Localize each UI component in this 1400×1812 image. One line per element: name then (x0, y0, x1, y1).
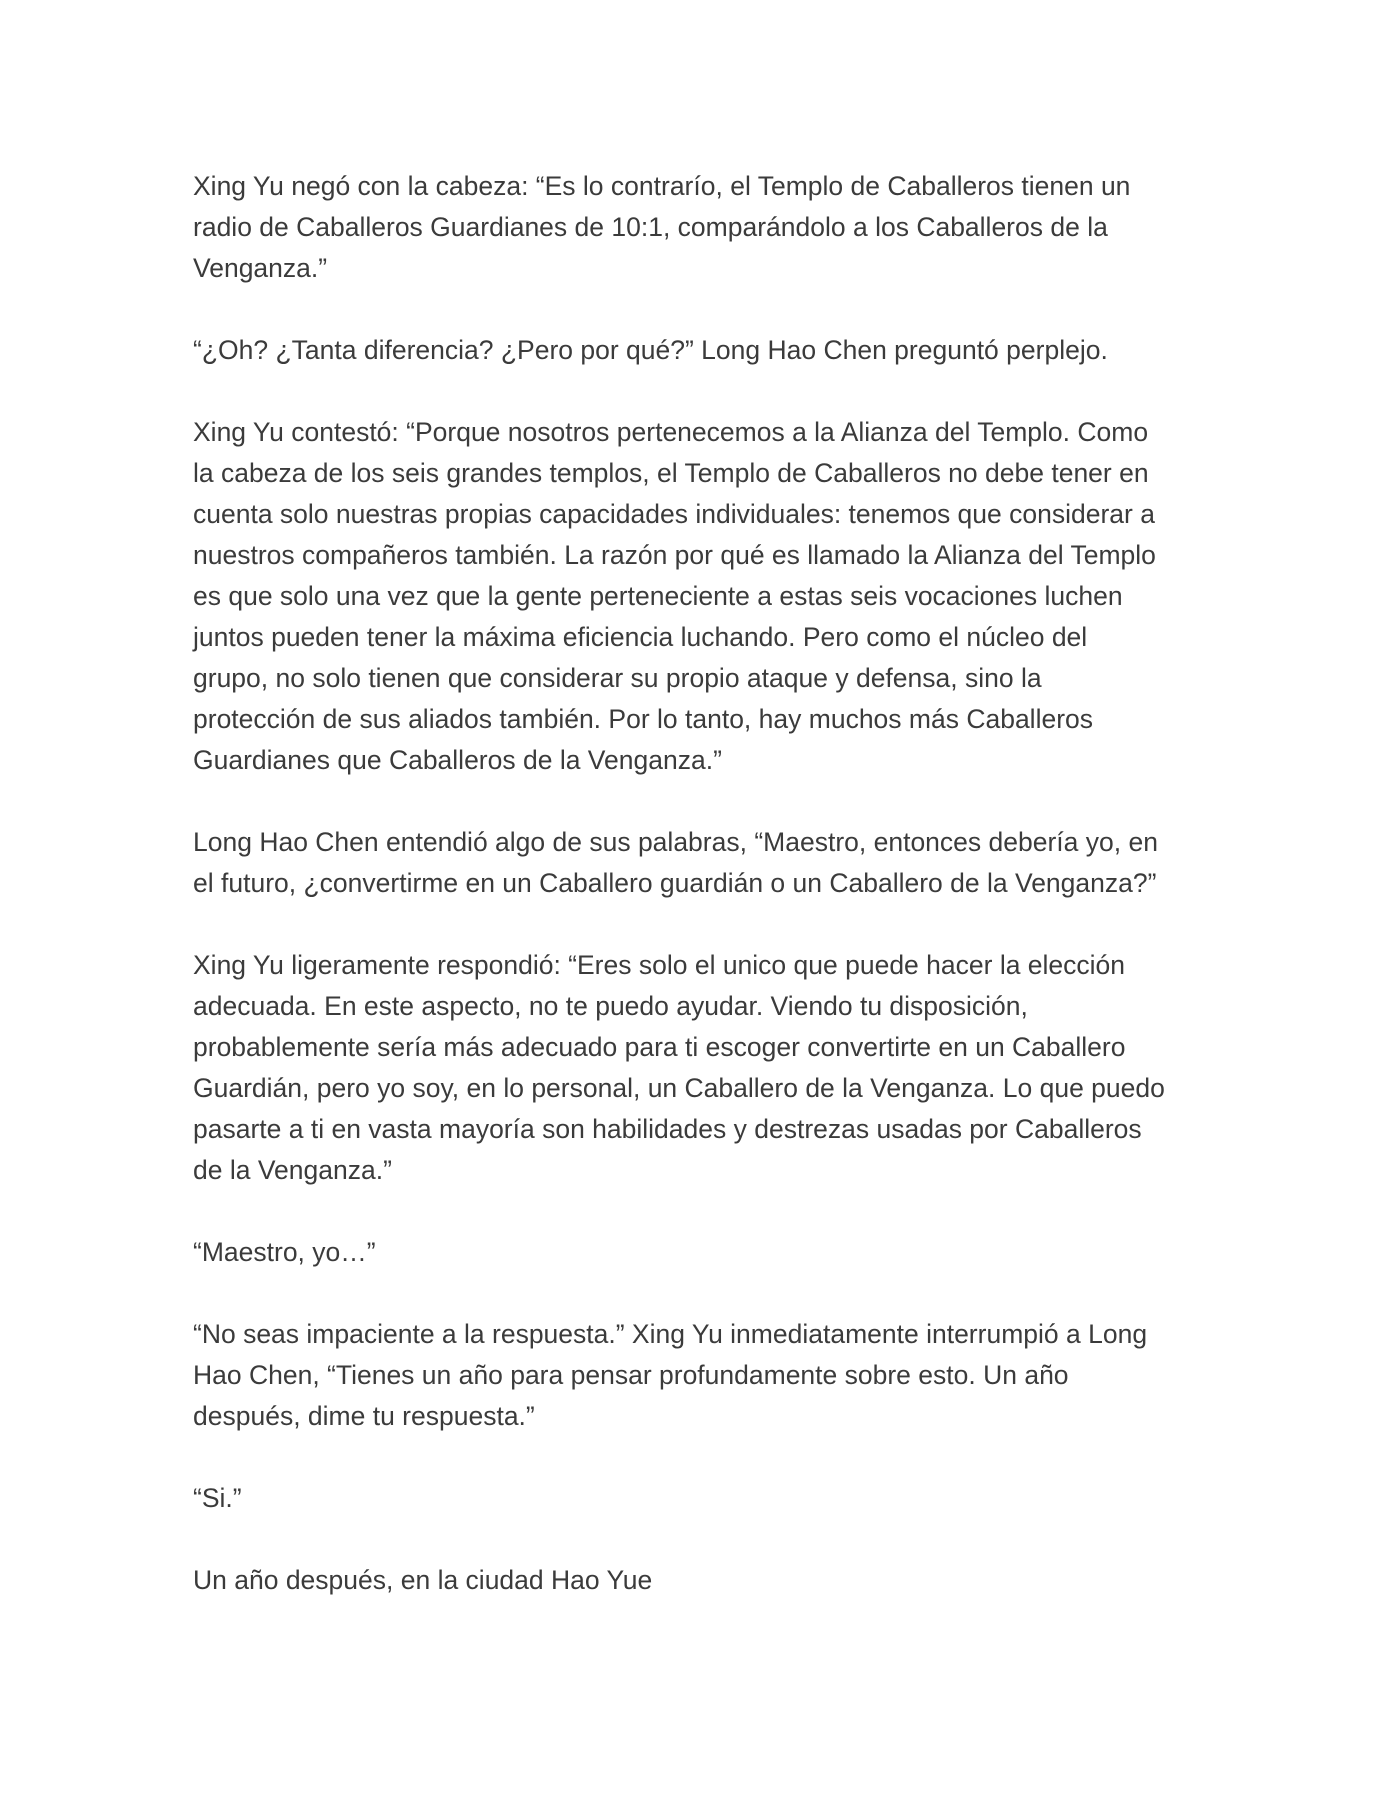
paragraph: Xing Yu negó con la cabeza: “Es lo contrarío, el Templo de Caballeros tienen un radio de Caballeros Guardianes de 10:1, comparándolo a los Caballeros de la Venganza.” (193, 171, 1131, 283)
paragraph: Xing Yu ligeramente respondió: “Eres solo el unico que puede hacer la elección adecuada. En este aspecto, no te puedo ayudar. Viendo tu disposición, probablemente sería más adecuado para ti escoger convertirte en un Caballero Guardián, pero yo soy, en lo personal, un Caballero de la Venganza. Lo que puedo pasarte a ti en vasta mayoría son habilidades y destrezas usadas por Caballeros de la Venganza.” (193, 950, 1165, 1185)
paragraph: “No seas impaciente a la respuesta.” Xing Yu inmediatamente interrumpió a Long Hao Chen, “Tienes un año para pensar profundamente sobre esto. Un año después, dime tu respuesta.” (193, 1319, 1148, 1431)
paragraph: Un año después, en la ciudad Hao Yue (193, 1565, 653, 1595)
document-body (193, 166, 1213, 1642)
paragraph: Long Hao Chen entendió algo de sus palabras, “Maestro, entonces debería yo, en el futuro, ¿convertirme en un Caballero guardián o un Caballero de la Venganza?” (193, 827, 1158, 898)
paragraph: “¿Oh? ¿Tanta diferencia? ¿Pero por qué?” Long Hao Chen preguntó perplejo. (193, 335, 1108, 365)
paragraph: “Si.” (193, 1483, 242, 1513)
paragraph: “Maestro, yo…” (193, 1237, 376, 1267)
paragraph: Xing Yu contestó: “Porque nosotros pertenecemos a la Alianza del Templo. Como la cabeza de los seis grandes templos, el Templo de Caballeros no debe tener en cuenta solo nuestras propias capacidades individuales: tenemos que considerar a nuestros compañeros también. La razón por qué es llamado la Alianza del Templo es que solo una vez que la gente perteneciente a estas seis vocaciones luchen juntos pueden tener la máxima eficiencia luchando. Pero como el núcleo del grupo, no solo tienen que considerar su propio ataque y defensa, sino la protección de sus aliados también. Por lo tanto, hay muchos más Caballeros Guardianes que Caballeros de la Venganza.” (193, 417, 1156, 775)
